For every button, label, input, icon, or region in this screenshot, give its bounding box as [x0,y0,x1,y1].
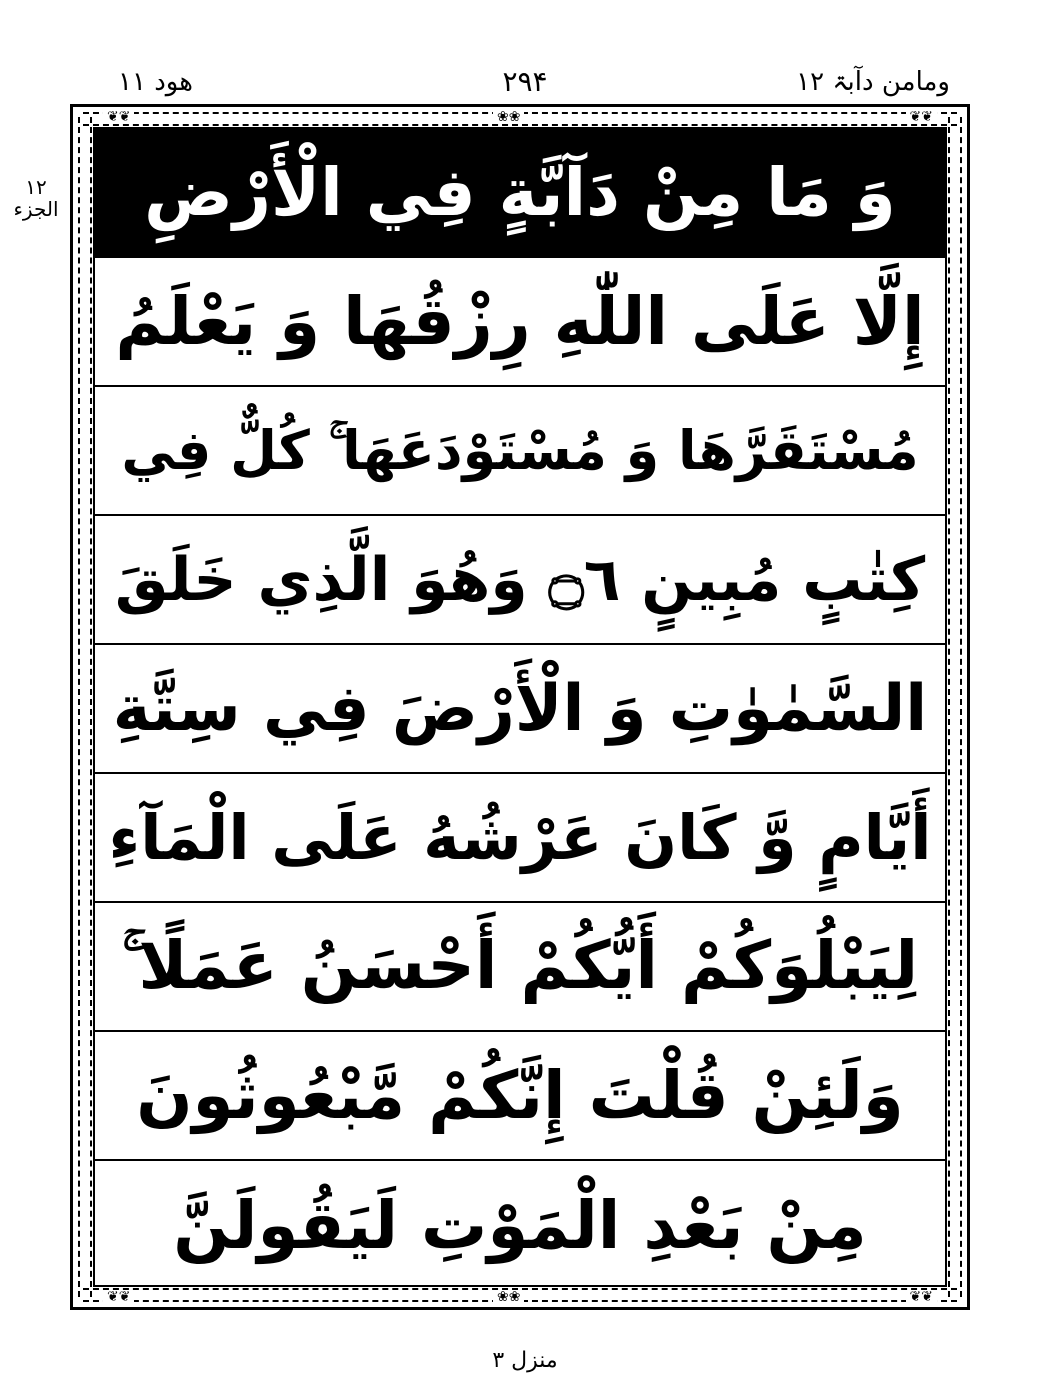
running-title-surah-section: ومامن دآبۃ ۱۲ [796,67,950,97]
verse-line: لِيَبْلُوَكُمْ أَيُّكُمْ أَحْسَنُ عَمَلًا ۚ [95,903,945,1032]
verse-line: إِلَّا عَلَى اللّٰهِ رِزْقُهَا وَ يَعْلَمُ [95,258,945,387]
verse-line: كِتٰبٍ مُبِينٍ ۝٦ وَهُوَ الَّذِي خَلَقَ [95,516,945,645]
verse-line: أَيَّامٍ وَّ كَانَ عَرْشُهُ عَلَى الْمَآءِ [95,774,945,903]
verse-line: السَّمٰوٰتِ وَ الْأَرْضَ فِي سِتَّةِ [95,645,945,774]
page-number: ۲۹۴ [502,65,548,98]
manzil-marker: منزل ۳ [492,1348,558,1373]
ornament-icon: ❦❦ [906,1290,937,1304]
ornament-icon: ❦❦ [103,1290,134,1304]
juz-marker [6,176,66,220]
ornament-icon: ❀❀ [493,110,524,124]
verse-line: مُسْتَقَرَّهَا وَ مُسْتَوْدَعَهَا ۚ كُلٌّ فِي [95,387,945,516]
verse-line: مِنْ بَعْدِ الْمَوْتِ لَيَقُولَنَّ [173,1187,867,1264]
juz-number: ۱۲ [25,175,47,199]
page-frame [70,104,970,1310]
verse-line-opening: وَ مَا مِنْ دَآبَّةٍ فِي الْأَرْضِ [95,129,945,258]
verse-lines [95,129,945,1285]
chain-border-left [78,117,92,1297]
ornament-icon: ❦❦ [906,110,937,124]
chain-border-right [948,117,962,1297]
ornament-icon: ❀❀ [493,1290,524,1304]
running-title-surah-name: ھود ۱۱ [118,67,193,97]
text-area [93,127,947,1287]
ornament-icon: ❦❦ [103,110,134,124]
verse-line: وَلَئِنْ قُلْتَ إِنَّكُمْ مَّبْعُوثُونَ [95,1032,945,1161]
juz-label: الجزء [13,197,59,221]
